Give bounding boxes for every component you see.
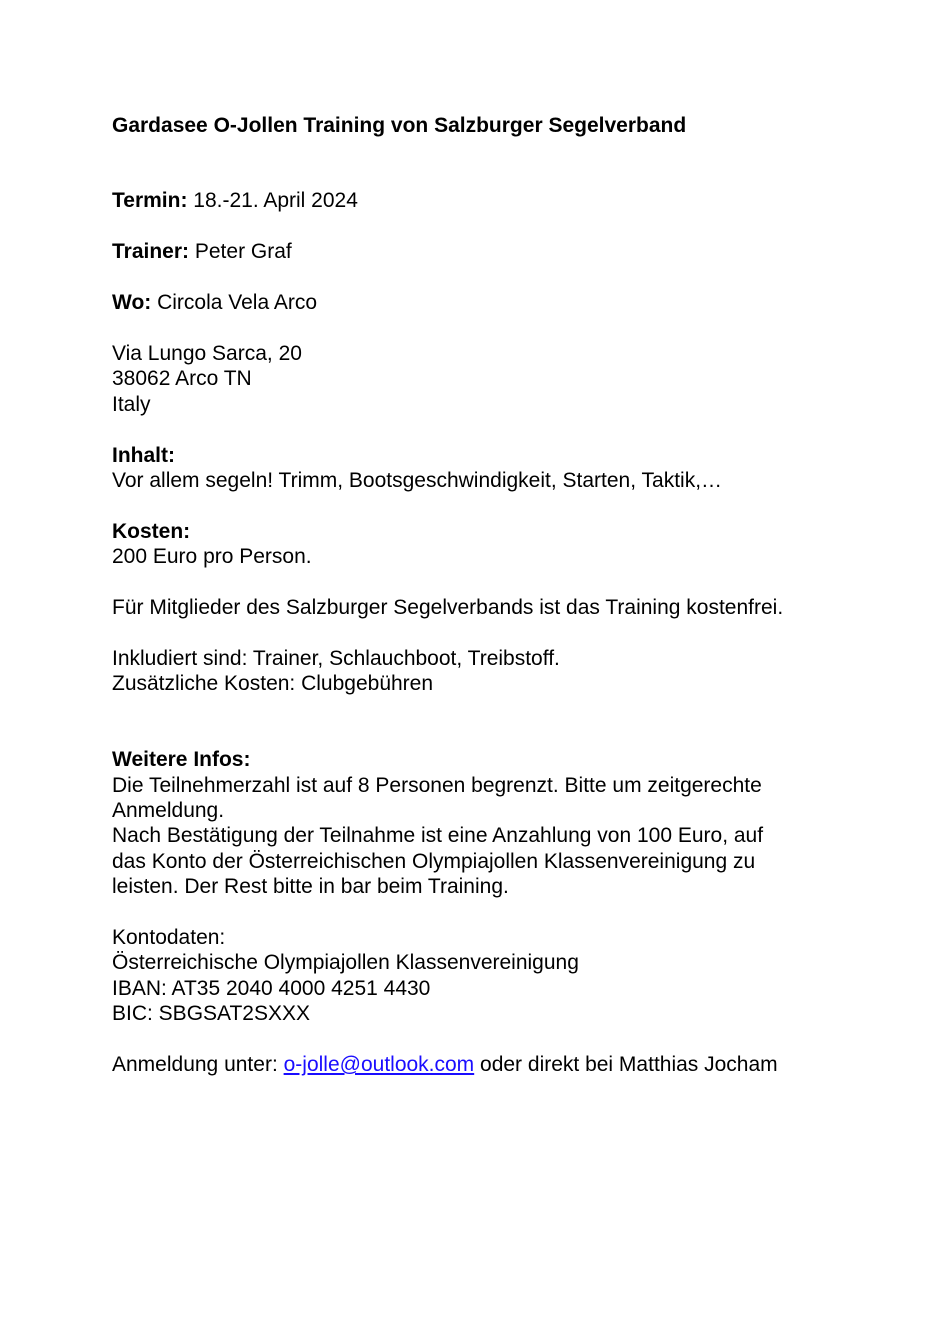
- inhalt-label: Inhalt:: [112, 444, 175, 467]
- inhalt-text: Vor allem segeln! Trimm, Bootsgeschwindigkeit, Starten, Taktik,…: [112, 469, 723, 492]
- address-city: 38062 Arco TN: [112, 367, 252, 390]
- konto-iban: IBAN: AT35 2040 4000 4251 4430: [112, 977, 431, 1000]
- kosten-members: Für Mitglieder des Salzburger Segelverbands ist das Training kostenfrei.: [112, 596, 784, 619]
- termin-value: 18.-21. April 2024: [187, 189, 358, 212]
- kosten-extra: Zusätzliche Kosten: Clubgebühren: [112, 672, 434, 695]
- anmeldung-line: [112, 1052, 778, 1078]
- location-label: Wo:: [112, 291, 152, 314]
- termin-label: Termin:: [112, 189, 188, 212]
- anmeldung-suffix: oder direkt bei Matthias Jocham: [474, 1053, 778, 1076]
- weitere-line: Die Teilnehmerzahl ist auf 8 Personen begrenzt. Bitte um zeitgerechte: [112, 774, 762, 797]
- address-country: Italy: [112, 393, 151, 416]
- email-link[interactable]: o-jolle@outlook.com: [283, 1053, 475, 1076]
- location-line: [112, 290, 317, 316]
- termin-line: [112, 188, 358, 214]
- weitere-line: das Konto der Österreichischen Olympiajollen Klassenvereinigung zu: [112, 850, 756, 873]
- location-value: Circola Vela Arco: [151, 291, 318, 314]
- trainer-line: [112, 239, 292, 265]
- weitere-line: Nach Bestätigung der Teilnahme ist eine Anzahlung von 100 Euro, auf: [112, 824, 764, 847]
- address-street: Via Lungo Sarca, 20: [112, 342, 302, 365]
- weitere-line: leisten. Der Rest bitte in bar beim Training.: [112, 875, 509, 898]
- weitere-line: Anmeldung.: [112, 799, 225, 822]
- trainer-label: Trainer:: [112, 240, 190, 263]
- konto-bic: BIC: SBGSAT2SXXX: [112, 1002, 311, 1025]
- trainer-value: Peter Graf: [189, 240, 292, 263]
- document-title: Gardasee O-Jollen Training von Salzburger Segelverband: [112, 114, 687, 137]
- kosten-included: Inkludiert sind: Trainer, Schlauchboot, Treibstoff.: [112, 647, 560, 670]
- anmeldung-prefix: Anmeldung unter:: [112, 1053, 284, 1076]
- konto-label: Kontodaten:: [112, 926, 226, 949]
- kosten-price: 200 Euro pro Person.: [112, 545, 312, 568]
- kosten-label: Kosten:: [112, 520, 191, 543]
- konto-name: Österreichische Olympiajollen Klassenvereinigung: [112, 951, 579, 974]
- weitere-label: Weitere Infos:: [112, 748, 251, 771]
